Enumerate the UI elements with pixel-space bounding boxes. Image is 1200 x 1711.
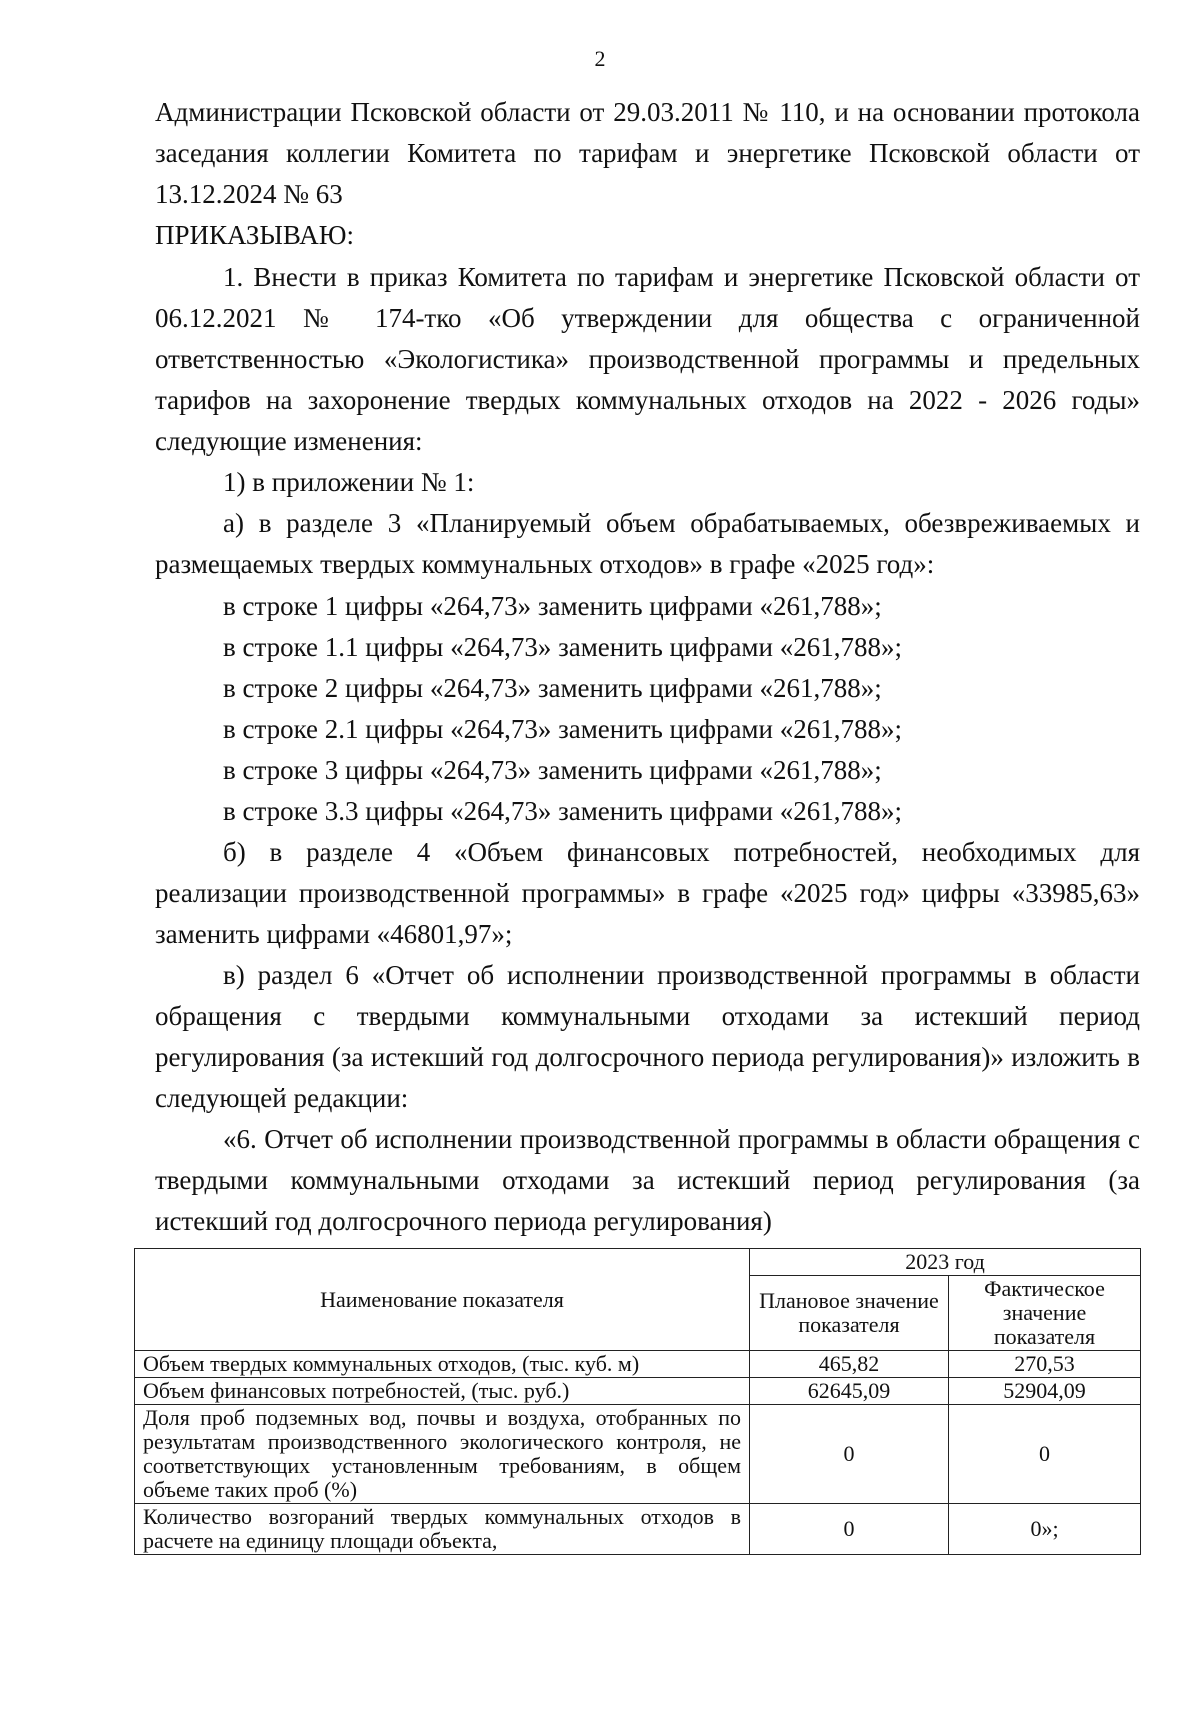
row-plan-value: 62645,09 [750, 1378, 949, 1405]
order-text: ПРИКАЗЫВАЮ: [155, 220, 354, 250]
header-plan: Плановое значение показателя [750, 1276, 949, 1351]
intro-text: Администрации Псковской области от 29.03.2011 № 110, и на основании протокола заседания коллегии Комитета по тарифам и энергетике Псковской области от 13.12.2024 № 63 [155, 97, 1140, 209]
table-row [135, 1351, 1141, 1378]
row-plan-value: 0 [750, 1504, 949, 1555]
item-b-paragraph [155, 832, 1140, 955]
row-name: Объем финансовых потребностей, (тыс. руб.) [135, 1378, 750, 1405]
replacement-line: в строке 2 цифры «264,73» заменить цифрами «261,788»; [223, 673, 882, 703]
replacement-list [223, 586, 902, 832]
item-a-text: а) в разделе 3 «Планируемый объем обрабатываемых, обезвреживаемых и размещаемых твердых коммунальных отходов» в графе «2025 год»: [155, 508, 1140, 579]
item-1-text: 1. Внести в приказ Комитета по тарифам и энергетике Псковской области от 06.12.2021 № 174-тко «Об утверждении для общества с ограниченной ответственностью «Экологистика» производственной программы и предельных тарифов на захоронение твердых коммунальных отходов на 2022 - 2026 годы» следующие изменения: [155, 262, 1140, 456]
section-6-text: «6. Отчет об исполнении производственной программы в области обращения с твердыми коммунальными отходами за истекший период регулирования (за истекший год долгосрочного периода регулирования) [155, 1124, 1140, 1236]
row-name: Доля проб подземных вод, почвы и воздуха, отобранных по результатам производственного экологического контроля, не соответствующих установленным требованиям, в общем объеме таких проб (%) [135, 1405, 750, 1504]
row-plan-value: 0 [750, 1405, 949, 1504]
header-indicator-name: Наименование показателя [135, 1249, 750, 1351]
row-name: Объем твердых коммунальных отходов, (тыс. куб. м) [135, 1351, 750, 1378]
item-v-paragraph [155, 955, 1140, 1119]
row-name: Количество возгораний твердых коммунальных отходов в расчете на единицу площади объекта, [135, 1504, 750, 1555]
row-fact-value: 270,53 [949, 1351, 1141, 1378]
replacement-line: в строке 2.1 цифры «264,73» заменить цифрами «261,788»; [223, 714, 902, 744]
table-row [135, 1405, 1141, 1504]
replacement-line: в строке 1.1 цифры «264,73» заменить цифрами «261,788»; [223, 632, 902, 662]
replacement-line: в строке 3.3 цифры «264,73» заменить цифрами «261,788»; [223, 796, 902, 826]
header-fact: Фактическое значение показателя [949, 1276, 1141, 1351]
section-6-title [155, 1119, 1140, 1242]
row-fact-value: 0»; [949, 1504, 1141, 1555]
table-header-row [135, 1249, 1141, 1276]
item-b-text: б) в разделе 4 «Объем финансовых потребностей, необходимых для реализации производственной программы» в графе «2025 год» цифры «33985,63» заменить цифрами «46801,97»; [155, 837, 1140, 949]
item-1-paragraph [155, 257, 1140, 462]
intro-paragraph [155, 92, 1140, 215]
item-v-text: в) раздел 6 «Отчет об исполнении производственной программы в области обращения с твердыми коммунальными отходами за истекший период регулирования (за истекший год долгосрочного периода регулирования)» изложить в следующей редакции: [155, 960, 1140, 1113]
item-1-1-text: 1) в приложении № 1: [223, 467, 475, 497]
row-plan-value: 465,82 [750, 1351, 949, 1378]
row-fact-value: 0 [949, 1405, 1141, 1504]
table-row [135, 1378, 1141, 1405]
table-row [135, 1504, 1141, 1555]
page-number: 2 [594, 46, 606, 71]
row-fact-value: 52904,09 [949, 1378, 1141, 1405]
replacement-line: в строке 3 цифры «264,73» заменить цифрами «261,788»; [223, 755, 882, 785]
report-table [134, 1248, 1141, 1555]
replacement-line: в строке 1 цифры «264,73» заменить цифрами «261,788»; [223, 591, 882, 621]
item-1-1-paragraph [155, 462, 1140, 503]
item-a-paragraph [155, 503, 1140, 585]
order-heading [155, 215, 1140, 256]
header-year: 2023 год [750, 1249, 1141, 1276]
